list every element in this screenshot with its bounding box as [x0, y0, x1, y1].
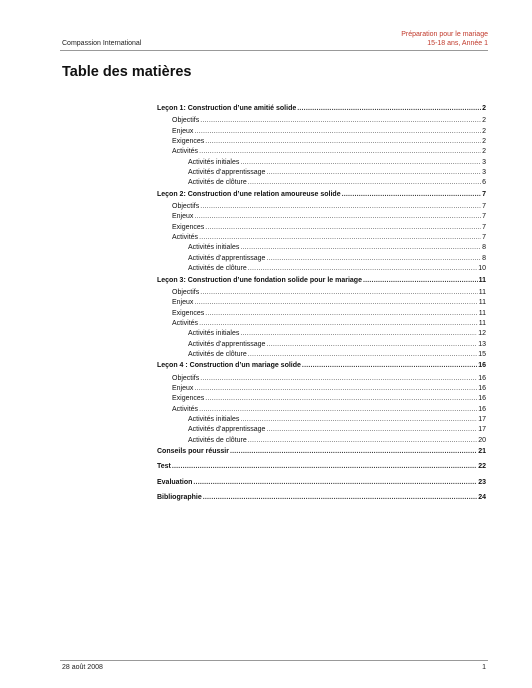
- toc-entry[interactable]: [188, 329, 486, 338]
- toc-entry-label: Leçon 4 : Construction d’un mariage solide: [157, 362, 301, 370]
- toc-entry-page: 11: [478, 319, 486, 327]
- toc-dot-leader: [205, 394, 477, 403]
- toc-entry-page: 6: [482, 179, 486, 187]
- toc-entry[interactable]: [188, 178, 486, 187]
- toc-entry[interactable]: [188, 425, 486, 434]
- toc-entry-page: 2: [482, 138, 486, 145]
- toc-entry-label: Activités: [172, 405, 199, 413]
- toc-entry[interactable]: [188, 350, 486, 359]
- toc-entry[interactable]: [157, 447, 486, 456]
- toc-entry-page: 7: [482, 213, 486, 221]
- toc-entry[interactable]: [172, 212, 486, 221]
- toc-entry-page: 12: [478, 330, 486, 338]
- toc-entry-page: 8: [482, 254, 486, 262]
- header-organization: Compassion International: [62, 40, 142, 47]
- toc-entry-label: Activités initiales: [188, 244, 240, 252]
- toc-dot-leader: [203, 493, 477, 502]
- toc-entry-label: Conseils pour réussir: [157, 448, 229, 455]
- toc-entry-label: Enjeux: [172, 127, 194, 135]
- toc-entry[interactable]: [188, 243, 486, 252]
- toc-entry-label: Activités de clôture: [188, 179, 247, 187]
- toc-dot-leader: [199, 147, 481, 156]
- toc-entry-page: 13: [478, 340, 486, 348]
- footer-page-number: 1: [482, 664, 486, 671]
- toc-dot-leader: [200, 374, 477, 383]
- toc-entry-label: Exigences: [172, 223, 205, 231]
- toc-entry[interactable]: [172, 223, 486, 232]
- toc-entry-label: Activités initiales: [188, 415, 240, 423]
- toc-entry-page: 11: [478, 309, 486, 317]
- toc-entry[interactable]: [172, 127, 486, 136]
- toc-entry-label: Activités d’apprentissage: [188, 254, 266, 262]
- toc-entry[interactable]: [172, 384, 486, 393]
- toc-entry[interactable]: [157, 361, 486, 370]
- toc-entry-label: Activités: [172, 234, 199, 242]
- toc-entry-page: 11: [478, 288, 486, 296]
- toc-dot-leader: [266, 254, 481, 263]
- toc-entry-label: Objectifs: [172, 203, 200, 211]
- toc-entry-label: Enjeux: [172, 384, 194, 392]
- toc-entry-label: Activités de clôture: [188, 265, 247, 273]
- toc-dot-leader: [194, 127, 481, 136]
- toc-dot-leader: [205, 309, 477, 318]
- toc-dot-leader: [248, 436, 477, 445]
- toc-dot-leader: [248, 350, 477, 359]
- toc-dot-leader: [205, 137, 481, 146]
- toc-entry[interactable]: [157, 478, 486, 487]
- toc-entry-label: Exigences: [172, 395, 205, 403]
- toc-entry[interactable]: [172, 147, 486, 156]
- toc-entry-label: Activités d’apprentissage: [188, 169, 266, 177]
- toc-entry-page: 3: [482, 158, 486, 166]
- toc-dot-leader: [342, 190, 482, 199]
- toc-entry-label: Activités d’apprentissage: [188, 426, 266, 434]
- toc-entry[interactable]: [172, 298, 486, 307]
- toc-entry-label: Leçon 2: Construction d’une relation amoureuse solide: [157, 190, 341, 198]
- toc-entry-page: 16: [478, 405, 486, 413]
- toc-dot-leader: [302, 361, 477, 370]
- toc-entry-page: 8: [482, 244, 486, 252]
- toc-entry-page: 16: [478, 395, 486, 403]
- toc-entry[interactable]: [172, 374, 486, 383]
- toc-entry-label: Enjeux: [172, 213, 194, 221]
- toc-entry[interactable]: [188, 158, 486, 167]
- toc-entry[interactable]: [188, 168, 486, 177]
- header-divider: [60, 50, 488, 51]
- toc-entry-page: 7: [482, 190, 486, 198]
- toc-entry-label: Evaluation: [157, 478, 193, 486]
- toc-dot-leader: [194, 212, 481, 221]
- toc-dot-leader: [172, 462, 477, 471]
- toc-entry[interactable]: [157, 462, 486, 471]
- toc-entry[interactable]: [188, 415, 486, 424]
- toc-entry[interactable]: [188, 264, 486, 273]
- toc-entry[interactable]: [172, 309, 486, 318]
- toc-entry-page: 17: [478, 415, 486, 423]
- toc-entry-label: Activités: [172, 148, 199, 156]
- toc-entry-label: Activités initiales: [188, 330, 240, 338]
- toc-entry[interactable]: [172, 405, 486, 414]
- toc-dot-leader: [240, 243, 481, 252]
- toc-dot-leader: [240, 415, 477, 424]
- toc-entry-label: Activités d’apprentissage: [188, 340, 266, 348]
- header-course-level: 15-18 ans, Année 1: [427, 40, 488, 47]
- header-course-title: Préparation pour le mariage: [401, 31, 488, 38]
- toc-entry-page: 2: [482, 105, 486, 112]
- toc-entry[interactable]: [172, 233, 486, 242]
- toc-entry[interactable]: [188, 340, 486, 349]
- toc-entry-label: Activités: [172, 319, 199, 327]
- toc-dot-leader: [199, 233, 481, 242]
- toc-entry-page: 2: [482, 117, 486, 125]
- toc-entry-label: Leçon 1: Construction d’une amitié solide: [157, 105, 297, 112]
- toc-entry-page: 16: [478, 374, 486, 382]
- footer-date: 28 août 2008: [62, 664, 103, 671]
- toc-entry-page: 22: [478, 463, 486, 471]
- toc-entry[interactable]: [157, 493, 486, 502]
- toc-entry[interactable]: [172, 137, 486, 146]
- toc-entry-page: 20: [478, 436, 486, 444]
- toc-entry[interactable]: [157, 104, 486, 113]
- toc-entry[interactable]: [172, 202, 486, 211]
- toc-entry-page: 15: [478, 350, 486, 358]
- toc-dot-leader: [200, 202, 481, 211]
- toc-entry-page: 17: [478, 426, 486, 434]
- toc-dot-leader: [199, 405, 477, 414]
- toc-dot-leader: [266, 425, 477, 434]
- toc-dot-leader: [205, 223, 481, 232]
- toc-entry-label: Activités initiales: [188, 158, 240, 166]
- toc-dot-leader: [199, 319, 478, 328]
- toc-entry[interactable]: [157, 276, 486, 285]
- toc-entry-page: 11: [478, 276, 486, 284]
- toc-dot-leader: [230, 447, 477, 456]
- toc-entry-label: Objectifs: [172, 117, 200, 125]
- toc-entry-page: 11: [478, 299, 486, 307]
- header-course-info: [401, 30, 488, 48]
- toc-entry-page: 3: [482, 169, 486, 177]
- toc-entry[interactable]: [157, 190, 486, 199]
- toc-dot-leader: [194, 384, 477, 393]
- toc-entry[interactable]: [172, 116, 486, 125]
- toc-dot-leader: [200, 116, 481, 125]
- toc-entry[interactable]: [172, 394, 486, 403]
- toc-entry-label: Leçon 3: Construction d’une fondation solide pour le mariage: [157, 276, 362, 284]
- toc-dot-leader: [248, 178, 481, 187]
- toc-entry-label: Exigences: [172, 138, 205, 145]
- footer-divider: [60, 660, 488, 661]
- toc-entry[interactable]: [188, 254, 486, 263]
- toc-dot-leader: [297, 104, 481, 113]
- toc-entry-label: Enjeux: [172, 299, 194, 307]
- toc-entry-page: 24: [478, 493, 486, 501]
- toc-entry-page: 16: [478, 362, 486, 370]
- toc-entry-page: 7: [482, 234, 486, 242]
- toc-dot-leader: [200, 288, 477, 297]
- toc-dot-leader: [240, 329, 477, 338]
- toc-entry[interactable]: [188, 436, 486, 445]
- toc-entry-label: Activités de clôture: [188, 350, 247, 358]
- toc-entry-page: 7: [482, 223, 486, 231]
- toc-entry-label: Bibliographie: [157, 493, 202, 501]
- toc-entry-page: 2: [482, 127, 486, 135]
- toc-entry-page: 16: [478, 384, 486, 392]
- toc-entry-label: Objectifs: [172, 288, 200, 296]
- toc-entry-page: 7: [482, 203, 486, 211]
- page-title: Table des matières: [62, 64, 192, 80]
- toc-dot-leader: [363, 276, 478, 285]
- toc-dot-leader: [240, 158, 481, 167]
- toc-entry-page: 10: [478, 265, 486, 273]
- toc-dot-leader: [248, 264, 477, 273]
- toc-entry-label: Objectifs: [172, 374, 200, 382]
- toc-dot-leader: [194, 298, 477, 307]
- toc-entry[interactable]: [172, 288, 486, 297]
- toc-entry-label: Exigences: [172, 309, 205, 317]
- toc-entry-label: Activités de clôture: [188, 436, 247, 444]
- toc-dot-leader: [193, 478, 477, 487]
- toc-entry-page: 2: [482, 148, 486, 156]
- toc-dot-leader: [266, 168, 481, 177]
- toc-entry[interactable]: [172, 319, 486, 328]
- toc-entry-page: 21: [478, 448, 486, 455]
- toc-entry-label: Test: [157, 463, 171, 471]
- toc-entry-page: 23: [478, 478, 486, 486]
- toc-dot-leader: [266, 340, 477, 349]
